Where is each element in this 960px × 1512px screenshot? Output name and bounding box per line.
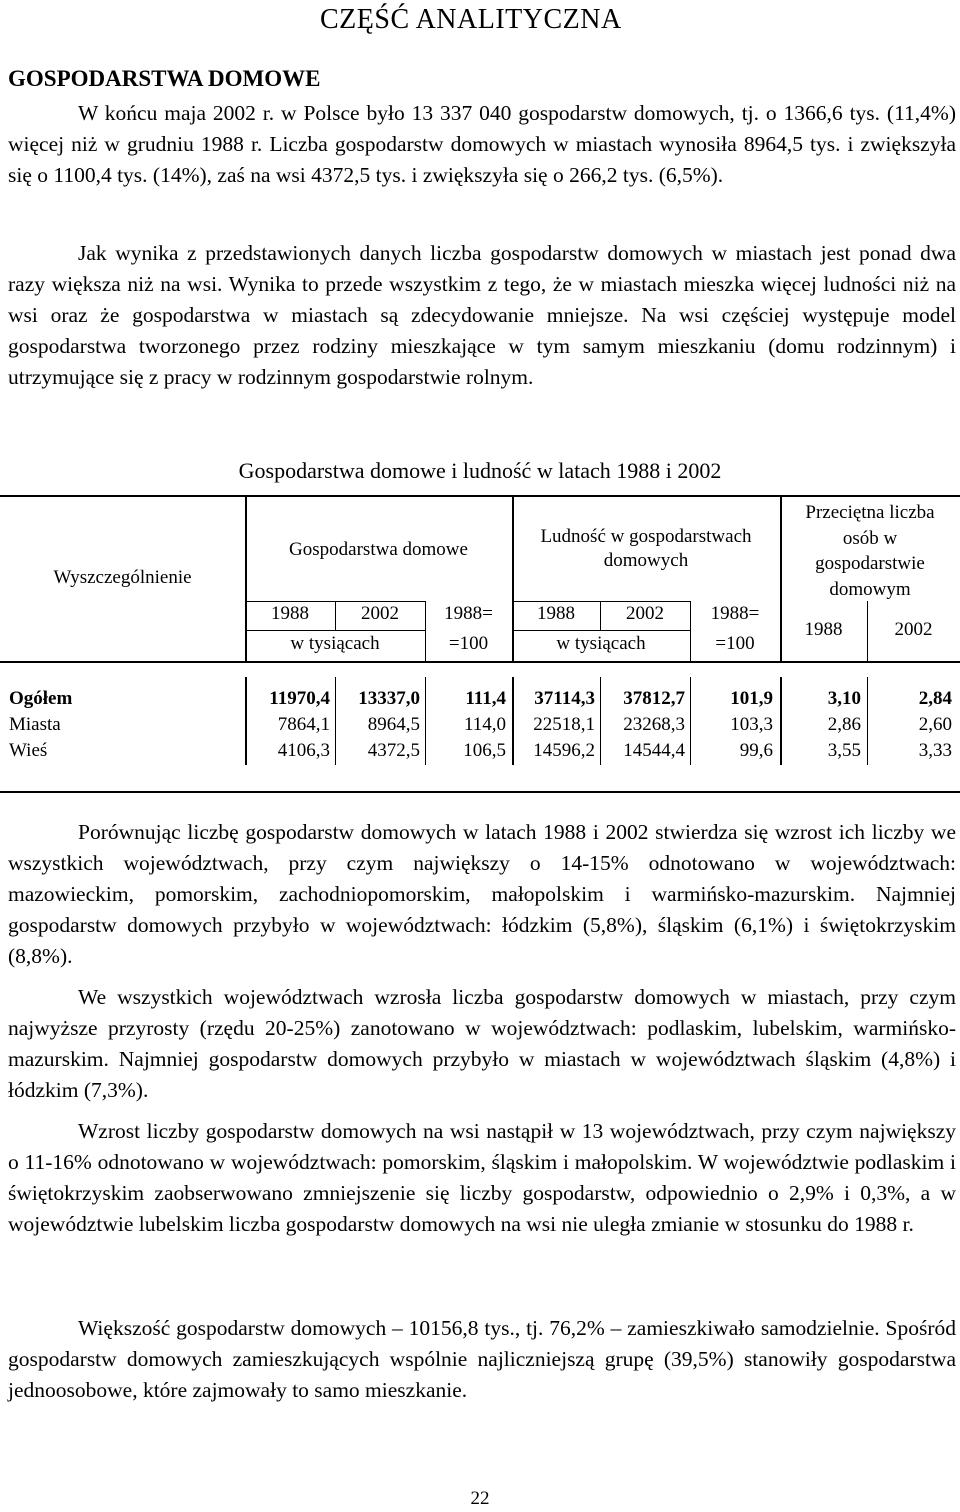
cell-value: 8964,5 xyxy=(367,714,420,735)
cell-value: 101,9 xyxy=(730,688,773,709)
header-year-1988: 1988 xyxy=(804,619,843,640)
table-title: Gospodarstwa domowe i ludność w latach 1988 i 2002 xyxy=(238,458,722,483)
cell-value: 7864,1 xyxy=(277,714,330,735)
paragraph-analysis: Jak wynika z przedstawionych danych liczba gospodarstw domowych w miastach jest ponad dwa razy większa niż na wsi. Wynika to przede wszystkim z tego, że w miastach mieszka więcej ludności niż na wsi oraz że gospodarstwa w miastach są zdecydowanie mniejsze. Na wsi częściej występuje model gospodarstwa tworzonego przez rodziny mieszkające w tym samym mieszkaniu (domu rodzinnym) i utrzymujące się z pracy w rodzinnym gospodarstwie rolnym. xyxy=(8,241,956,389)
cell-value: 23268,3 xyxy=(623,714,685,735)
row-label: Ogółem xyxy=(9,688,73,709)
header-year-2002: 2002 xyxy=(626,603,664,624)
paragraph-voivodeships: Porównując liczbę gospodarstw domowych w latach 1988 i 2002 stwierdza się wzrost ich liczby we wszystkich województwach, przy czym największy o 14-15% odnotowano w województwach: mazowieckim, pomorskim, zachodniopomorskim, małopolskim i warmińsko-mazurskim. Najmniej gospodarstw domowych przybyło w województwach: łódzkim (5,8%), śląskim (6,1%) i świętokrzyskim (8,8%). xyxy=(8,820,956,968)
cell-value: 37812,7 xyxy=(623,688,685,709)
cell-value: 114,0 xyxy=(463,714,506,735)
cell-value: 2,84 xyxy=(918,688,952,709)
cell-value: 13337,0 xyxy=(358,688,420,709)
header-households: Gospodarstwa domowe xyxy=(289,539,468,560)
cell-value: 3,10 xyxy=(827,688,861,709)
cell-value: 2,86 xyxy=(827,714,861,735)
header-year-1988: 1988 xyxy=(537,603,575,624)
header-avg: Przeciętna liczba osób w gospodarstwie domowym xyxy=(805,502,935,600)
cell-value: 3,55 xyxy=(827,740,861,761)
cell-value: 103,3 xyxy=(730,714,773,735)
cell-value: 14544,4 xyxy=(623,740,685,761)
cell-value: 4106,3 xyxy=(277,740,330,761)
paragraph-independent: Większość gospodarstw domowych – 10156,8 tys., tj. 76,2% – zamieszkiwało samodzielnie. Spośród gospodarstw domowych zamieszkujących wspólnie najliczniejszą grupę (39,5%) stanowiły gospodarstwa jednoosobowe, które zajmowały to samo mieszkanie. xyxy=(8,1316,956,1402)
table-header-rule xyxy=(0,661,960,663)
row-label: Miasta xyxy=(9,714,61,735)
cell-value: 2,60 xyxy=(918,714,952,735)
subheader-rule xyxy=(512,630,690,631)
page-number: 22 xyxy=(470,1488,490,1509)
header-population: Ludność w gospodarstwach domowych xyxy=(540,526,752,571)
header-index-top: 1988= xyxy=(444,603,493,624)
header-index-bottom: =100 xyxy=(448,633,489,654)
paragraph-cities: We wszystkich województwach wzrosła liczba gospodarstw domowych w miastach, przy czym najwyższe przyrosty (rzędu 20-25%) zanotowano w województwach: podlaskim, lubelskim, warmińsko-mazurskim. Najmniej gospodarstw domowych przybyło w miastach w województwach śląskim (4,8%) i łódzkim (7,3%). xyxy=(8,985,956,1102)
cell-value: 111,4 xyxy=(465,688,506,709)
header-in-thousands: w tysiącach xyxy=(290,633,380,654)
header-in-thousands: w tysiącach xyxy=(556,633,646,654)
cell-value: 37114,3 xyxy=(534,688,595,709)
header-year-1988: 1988 xyxy=(271,603,309,624)
cell-value: 22518,1 xyxy=(533,714,595,735)
section-title: GOSPODARSTWA DOMOWE xyxy=(8,66,321,91)
part-title: CZĘŚĆ ANALITYCZNA xyxy=(320,4,622,35)
cell-value: 4372,5 xyxy=(367,740,420,761)
table-top-rule xyxy=(0,495,960,497)
row-label: Wieś xyxy=(9,740,48,761)
cell-value: 14596,2 xyxy=(533,740,595,761)
header-year-2002: 2002 xyxy=(894,619,933,640)
paragraph-intro: W końcu maja 2002 r. w Polsce było 13 337 040 gospodarstw domowych, tj. o 1366,6 tys. (11,4%) więcej niż w grudniu 1988 r. Liczba gospodarstw domowych w miastach wynosiła 8964,5 tys. i zwiększyła się o 1100,4 tys. (14%), zaś na wsi 4372,5 tys. i zwiększyła się o 266,2 tys. (6,5%). xyxy=(8,101,956,187)
subheader-rule xyxy=(245,630,425,631)
header-year-2002: 2002 xyxy=(361,603,399,624)
cell-value: 106,5 xyxy=(463,740,506,761)
cell-value: 3,33 xyxy=(918,740,952,761)
cell-value: 11970,4 xyxy=(269,688,330,709)
header-spec: Wyszczególnienie xyxy=(53,567,192,588)
table-bottom-rule xyxy=(0,791,960,793)
paragraph-villages: Wzrost liczby gospodarstw domowych na wsi nastąpił w 13 województwach, przy czym największy o 11-16% odnotowano w województwach: pomorskim, śląskim i małopolskim. W województwie podlaskim i świętokrzyskim zaobserwowano zmniejszenie się liczby gospodarstw, odpowiednio o 2,9% i 0,3%, a w województwie lubelskim liczba gospodarstw domowych na wsi nie uległa zmianie w stosunku do 1988 r. xyxy=(8,1119,956,1236)
header-index-bottom: =100 xyxy=(715,633,755,654)
header-index-top: 1988= xyxy=(710,603,760,624)
cell-value: 99,6 xyxy=(739,740,773,761)
